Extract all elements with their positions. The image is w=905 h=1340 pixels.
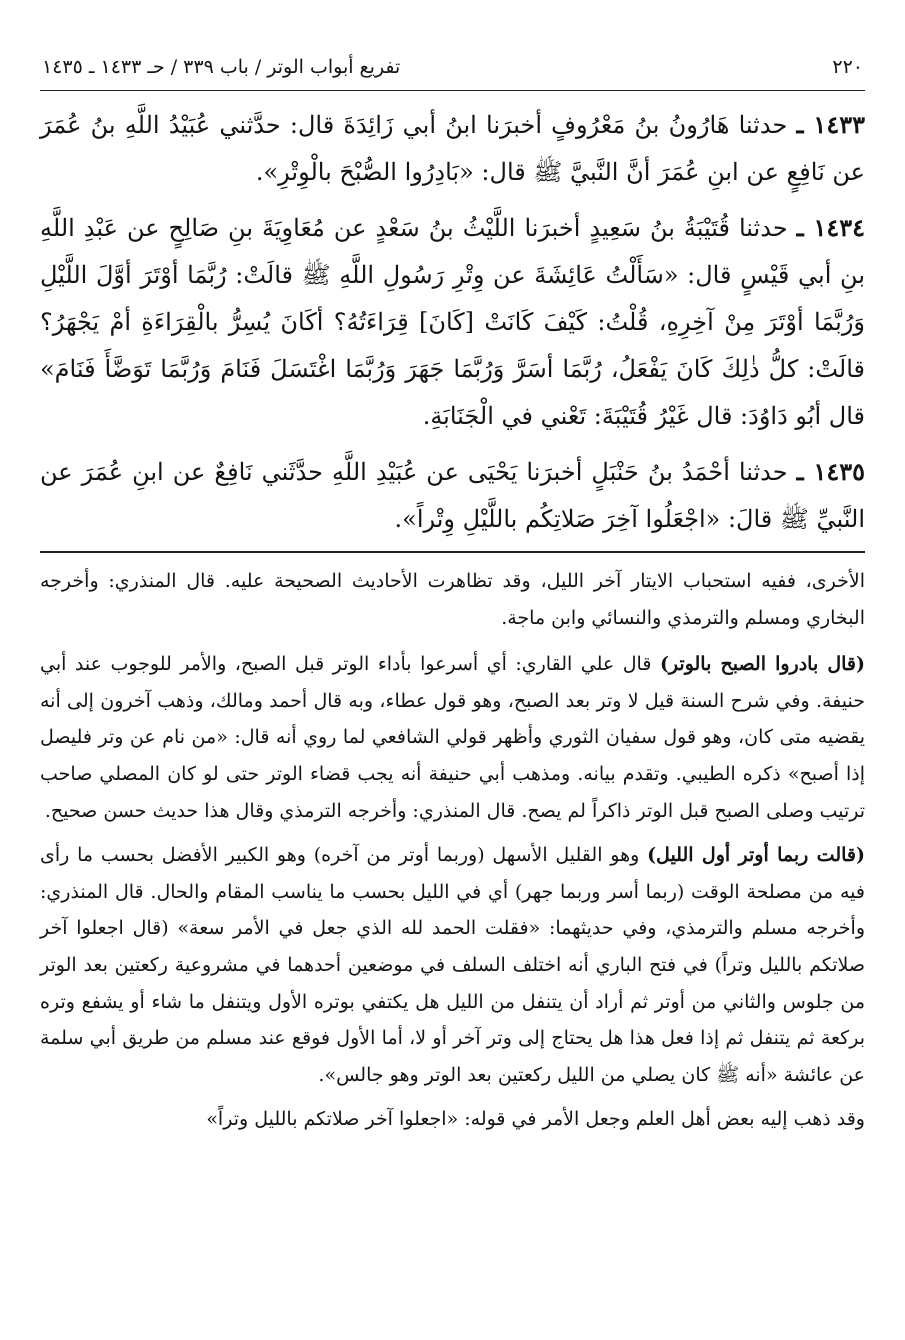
commentary-paragraph <box>40 563 865 636</box>
commentary-paragraph <box>40 837 865 1093</box>
hadith-1435 <box>40 448 865 543</box>
hadith-number: ١٤٣٣ ـ <box>796 110 865 139</box>
footnote-divider <box>40 551 865 553</box>
hadith-1434 <box>40 204 865 440</box>
hadith-body: حدثنا قُتَيْبَةُ بنُ سَعِيدٍ أخبرَنا اللَّيْثُ بنُ سَعْدٍ عن مُعَاوِيَةَ بنِ صَالِحٍ عن عَبْدِ اللَّهِ بنِ أبي قَيْسٍ قال: «سَأَلْتُ عَائِشَةَ عن وِتْرِ رَسُولِ اللَّهِ ﷺ قالَتْ: رُبَّمَا أوْتَرَ أوَّلَ اللَّيْلِ وَرُبَّمَا أوْتَرَ مِنْ آخِرِهِ، قُلْتُ: كَيْفَ كَانَتْ [كَانَ] قِرَاءَتُهُ؟ أكَانَ يُسِرُّ بالْقِرَاءَةِ أمْ يَجْهَرُ؟ قالَتْ: كلُّ ذٰلِكَ كَانَ يَفْعَلُ، رُبَّمَا أسَرَّ وَرُبَّمَا جَهَرَ وَرُبَّمَا اغْتَسَلَ فَنَامَ وَرُبَّمَا تَوَضَّأَ فَنَامَ» قال أبُو دَاوُدَ: قال غَيْرُ قُتَيْبَةَ: تَعْني في الْجَنَابَةِ. <box>40 214 865 430</box>
page-header <box>40 56 865 91</box>
running-title: تفريع أبواب الوتر / باب ٣٣٩ / حـ ١٤٣٣ ـ ١٤٣٥ <box>42 56 401 78</box>
commentary-paragraph <box>40 646 865 829</box>
commentary-lemma: (قالت ربما أوتر أول الليل) <box>647 844 865 867</box>
hadith-number: ١٤٣٤ ـ <box>796 213 865 242</box>
commentary-text: الأخرى، ففيه استحباب الايتار آخر الليل، وقد تظاهرت الأحاديث الصحيحة عليه. قال المنذري: وأخرجه البخاري ومسلم والترمذي والنسائي وابن ماجة. <box>40 570 865 629</box>
hadith-number: ١٤٣٥ ـ <box>796 457 865 486</box>
hadith-1433 <box>40 101 865 196</box>
commentary-text: وهو القليل الأسهل (وربما أوتر من آخره) وهو الكبير الأفضل بحسب ما رأى فيه من مصلحة الوقت (ربما أسر وربما جهر) أي في الليل بحسب ما يناسب المقام والحال. قال المنذري: وأخرجه مسلم والترمذي، وفي حديثهما: «فقلت الحمد لله الذي جعل في الأمر سعة» (قال اجعلوا آخر صلاتكم بالليل وتراً) في فتح الباري أنه اختلف السلف في موضعين أحدهما في مشروعية ركعتين بعد الوتر من جلوس والثاني من أوتر ثم أراد أن يتنفل من الليل هل يكتفي بوتره الأول ويتنفل ما شاء أو يشفع وتره بركعة ثم يتنفل ثم إذا فعل هذا هل يحتاج إلى وتر آخر أو لا، أما الأول فوقع عند مسلم من طريق أبي سلمة عن عائشة «أنه ﷺ كان يصلي من الليل ركعتين بعد الوتر وهو جالس». <box>40 844 865 1086</box>
book-page <box>40 56 865 1326</box>
commentary-paragraph <box>40 1101 865 1138</box>
commentary-text: وقد ذهب إليه بعض أهل العلم وجعل الأمر في قوله: «اجعلوا آخر صلاتكم بالليل وتراً» <box>206 1108 865 1131</box>
page-number: ٢٢٠ <box>832 56 863 78</box>
hadith-body: حدثنا أحْمَدُ بنُ حَنْبَلٍ أخبرَنا يَحْيَى عن عُبَيْدِ اللَّهِ حدَّثَني نَافِعٌ عن ابنِ عُمَرَ عن النَّبيِّ ﷺ قالَ: «اجْعَلُوا آخِرَ صَلاتِكُم باللَّيْلِ وِتْراً». <box>40 458 865 533</box>
hadith-text <box>40 101 865 543</box>
hadith-body: حدثنا هَارُونُ بنُ مَعْرُوفٍ أخبرَنا ابنُ أبي زَائِدَةَ قال: حدَّثني عُبَيْدُ اللَّهِ بنُ عُمَرَ عن نَافِعٍ عن ابنِ عُمَرَ أنَّ النَّبيَّ ﷺ قال: «بَادِرُوا الصُّبْحَ بالْوِتْرِ». <box>40 111 865 186</box>
commentary-lemma: (قال بادروا الصبح بالوتر) <box>659 653 866 676</box>
commentary-text: قال علي القاري: أي أسرعوا بأداء الوتر قبل الصبح، والأمر للوجوب عند أبي حنيفة. وفي شرح السنة قيل لا وتر بعد الصبح، وهو قول عطاء، وبه قال أحمد ومالك، وذهب آخرون إلى أنه يقضيه متى كان، وهو قول سفيان الثوري وأظهر قولي الشافعي لما روي أنه قال: «من نام عن وتر فليصل إذا أصبح» ذكره الطيبي. وتقدم بيانه. ومذهب أبي حنيفة أنه يجب قضاء الوتر حتى لو كان المصلي صاحب ترتيب وصلى الصبح قبل الوتر ذاكراً لم يصح. قال المنذري: وأخرجه الترمذي وقال هذا حديث حسن صحيح. <box>40 653 865 822</box>
commentary <box>40 563 865 1138</box>
